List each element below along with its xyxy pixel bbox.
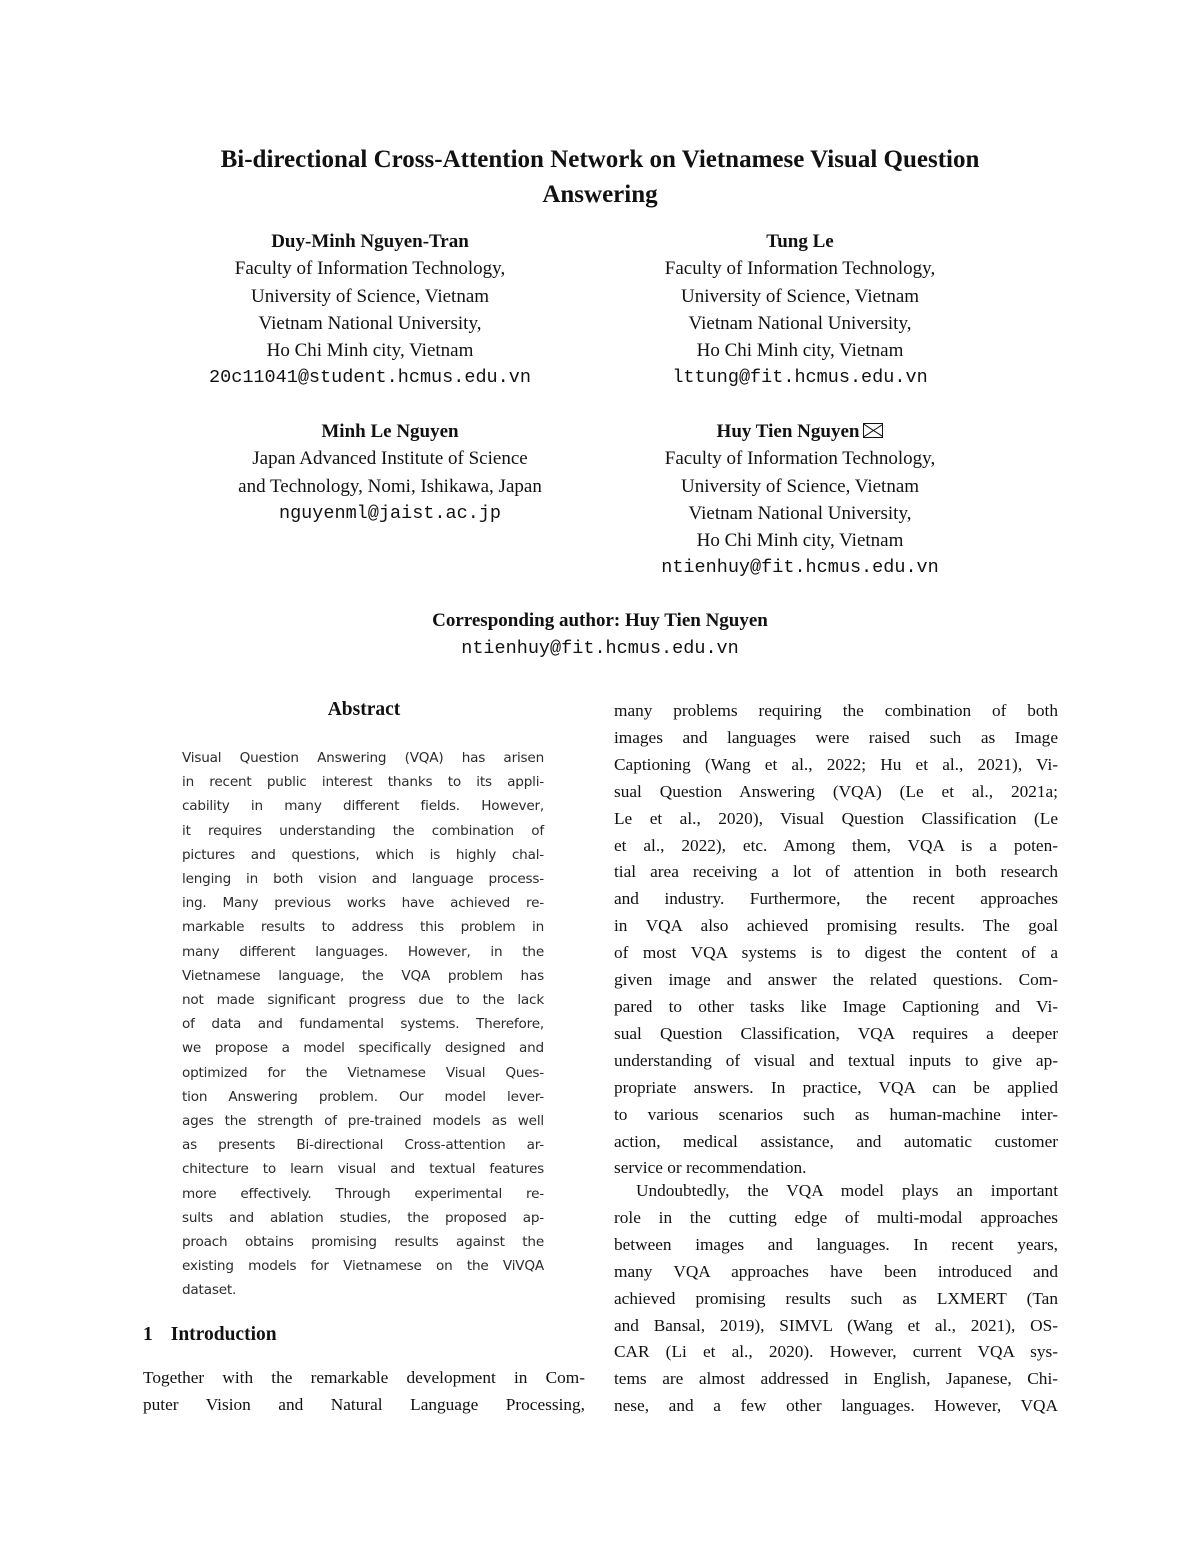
- body-line: many problems requiring the combination of both: [614, 701, 1058, 720]
- abstract-line: of data and fundamental systems. Therefore,: [182, 1016, 544, 1033]
- body-line: Undoubtedly, the VQA model plays an important: [636, 1181, 1058, 1200]
- abstract-line: we propose a model specifically designed and: [182, 1040, 544, 1057]
- author-name-row: [610, 418, 990, 445]
- body-line: achieved promising results such as LXMERT (Tan: [614, 1288, 1058, 1308]
- abstract-line: ing. Many previous works have achieved re-: [182, 895, 544, 912]
- abstract-line: chitecture to learn visual and textual features: [182, 1161, 544, 1178]
- abstract-line: existing models for Vietnamese on the ViVQA: [182, 1258, 544, 1275]
- envelope-icon: [863, 423, 883, 438]
- abstract-heading: Abstract: [327, 699, 401, 720]
- abstract-line: more effectively. Through experimental re-: [182, 1185, 544, 1202]
- affiliation-line: and Technology, Nomi, Ishikawa, Japan: [238, 475, 542, 497]
- abstract-line: optimized for the Vietnamese Visual Ques-: [182, 1064, 544, 1081]
- body-line: sual Question Classification, VQA requires a deeper: [614, 1023, 1058, 1043]
- author-email[interactable]: ntienhuy@fit.hcmus.edu.vn: [661, 557, 939, 579]
- affiliation-line: Faculty of Information Technology,: [664, 448, 936, 470]
- abstract-line: not made significant progress due to the lack: [182, 992, 544, 1009]
- section-heading: [143, 1324, 277, 1346]
- affiliation-line: Ho Chi Minh city, Vietnam: [696, 340, 904, 362]
- body-line: of most VQA systems is to digest the content of a: [614, 943, 1058, 963]
- affiliation-line: University of Science, Vietnam: [680, 285, 920, 307]
- section-number: 1: [143, 1324, 153, 1345]
- author-email[interactable]: 20c11041@student.hcmus.edu.vn: [209, 367, 531, 389]
- affiliation-line: Ho Chi Minh city, Vietnam: [266, 340, 474, 362]
- affiliation-line: Japan Advanced Institute of Science: [252, 448, 528, 470]
- body-line: Le et al., 2020), Visual Question Classification (Le: [614, 808, 1058, 828]
- abstract-line: many different languages. However, in the: [182, 943, 544, 960]
- body-line: images and languages were raised such as Image: [614, 727, 1058, 747]
- body-line: puter Vision and Natural Language Processing,: [143, 1394, 585, 1414]
- abstract-line: ages the strength of pre-trained models as well: [182, 1113, 544, 1130]
- author-name: Huy Tien Nguyen: [716, 421, 860, 442]
- abstract-line: proach obtains promising results against the: [182, 1234, 544, 1251]
- author-block: [180, 418, 600, 527]
- affiliation-line: University of Science, Vietnam: [680, 475, 920, 497]
- abstract-line: Visual Question Answering (VQA) has arisen: [182, 750, 544, 766]
- body-paragraph: [614, 698, 1058, 1182]
- paper-title: [100, 142, 1100, 212]
- body-line: understanding of visual and textual inputs to give ap-: [614, 1050, 1058, 1070]
- body-line: tems are almost addressed in English, Japanese, Chi-: [614, 1369, 1058, 1389]
- abstract-line: cability in many different fields. However,: [182, 798, 544, 815]
- corresponding-author: [200, 607, 1000, 662]
- body-line: between images and languages. In recent years,: [614, 1234, 1058, 1254]
- body-line: and industry. Furthermore, the recent approaches: [614, 889, 1058, 909]
- body-line: CAR (Li et al., 2020). However, current VQA sys-: [614, 1342, 1058, 1362]
- body-line: nese, and a few other languages. However, VQA: [614, 1396, 1058, 1416]
- author-name: Tung Le: [766, 231, 834, 252]
- abstract-line: markable results to address this problem in: [182, 919, 544, 936]
- author-email[interactable]: nguyenml@jaist.ac.jp: [278, 502, 502, 524]
- corresponding-label: Corresponding author: Huy Tien Nguyen: [432, 610, 768, 631]
- abstract-line: it requires understanding the combination of: [182, 822, 544, 839]
- body-line: and Bansal, 2019), SIMVL (Wang et al., 2021), OS-: [614, 1315, 1058, 1335]
- affiliation-line: Faculty of Information Technology,: [234, 258, 506, 280]
- body-line: sual Question Answering (VQA) (Le et al., 2021a;: [614, 781, 1058, 801]
- abstract-line: in recent public interest thanks to its appli-: [182, 774, 544, 791]
- body-line: action, medical assistance, and automatic customer: [614, 1131, 1058, 1151]
- body-line: et al., 2022), etc. Among them, VQA is a poten-: [614, 835, 1058, 855]
- affiliation-line: University of Science, Vietnam: [250, 285, 490, 307]
- affiliation-line: Vietnam National University,: [688, 312, 912, 334]
- title-line: Answering: [542, 181, 658, 208]
- section-title: Introduction: [170, 1324, 277, 1345]
- author-block: [180, 228, 560, 392]
- body-line: service or recommendation.: [614, 1158, 807, 1178]
- abstract-line: Vietnamese language, the VQA problem has: [182, 967, 544, 984]
- affiliation-line: Faculty of Information Technology,: [664, 258, 936, 280]
- body-line: in VQA also achieved promising results. The goal: [614, 916, 1058, 936]
- abstract-line: tion Answering problem. Our model lever-: [182, 1088, 544, 1105]
- body-line: to various scenarios such as human-machine inter-: [614, 1104, 1058, 1124]
- body-line: tial area receiving a lot of attention in both research: [614, 862, 1058, 882]
- author-block: [610, 418, 990, 582]
- title-line: Bi-directional Cross-Attention Network on Vietnamese Visual Question: [220, 146, 980, 173]
- abstract-line: sults and ablation studies, the proposed ap-: [182, 1209, 544, 1226]
- body-paragraph: [614, 1178, 1058, 1420]
- body-line: pared to other tasks like Image Captioning and Vi-: [614, 996, 1058, 1016]
- body-line: Together with the remarkable development in Com-: [143, 1368, 585, 1387]
- author-name: Minh Le Nguyen: [321, 421, 459, 442]
- abstract-line: dataset.: [182, 1282, 237, 1299]
- intro-paragraph: [143, 1365, 585, 1419]
- affiliation-line: Vietnam National University,: [258, 312, 482, 334]
- author-name: Duy-Minh Nguyen-Tran: [271, 231, 469, 252]
- affiliation-line: Vietnam National University,: [688, 502, 912, 524]
- body-line: given image and answer the related questions. Com-: [614, 970, 1058, 990]
- body-line: role in the cutting edge of multi-modal approaches: [614, 1207, 1058, 1227]
- body-line: Captioning (Wang et al., 2022; Hu et al., 2021), Vi-: [614, 754, 1058, 774]
- author-block: [610, 228, 990, 392]
- body-line: propriate answers. In practice, VQA can be applied: [614, 1077, 1058, 1097]
- corresponding-email[interactable]: ntienhuy@fit.hcmus.edu.vn: [461, 637, 739, 659]
- abstract-line: pictures and questions, which is highly chal-: [182, 846, 544, 863]
- author-email[interactable]: lttung@fit.hcmus.edu.vn: [672, 367, 928, 389]
- abstract-line: as presents Bi-directional Cross-attention ar-: [182, 1137, 544, 1154]
- abstract-line: lenging in both vision and language process-: [182, 871, 544, 888]
- body-line: many VQA approaches have been introduced and: [614, 1261, 1058, 1281]
- abstract-body: [182, 746, 544, 1303]
- affiliation-line: Ho Chi Minh city, Vietnam: [696, 530, 904, 552]
